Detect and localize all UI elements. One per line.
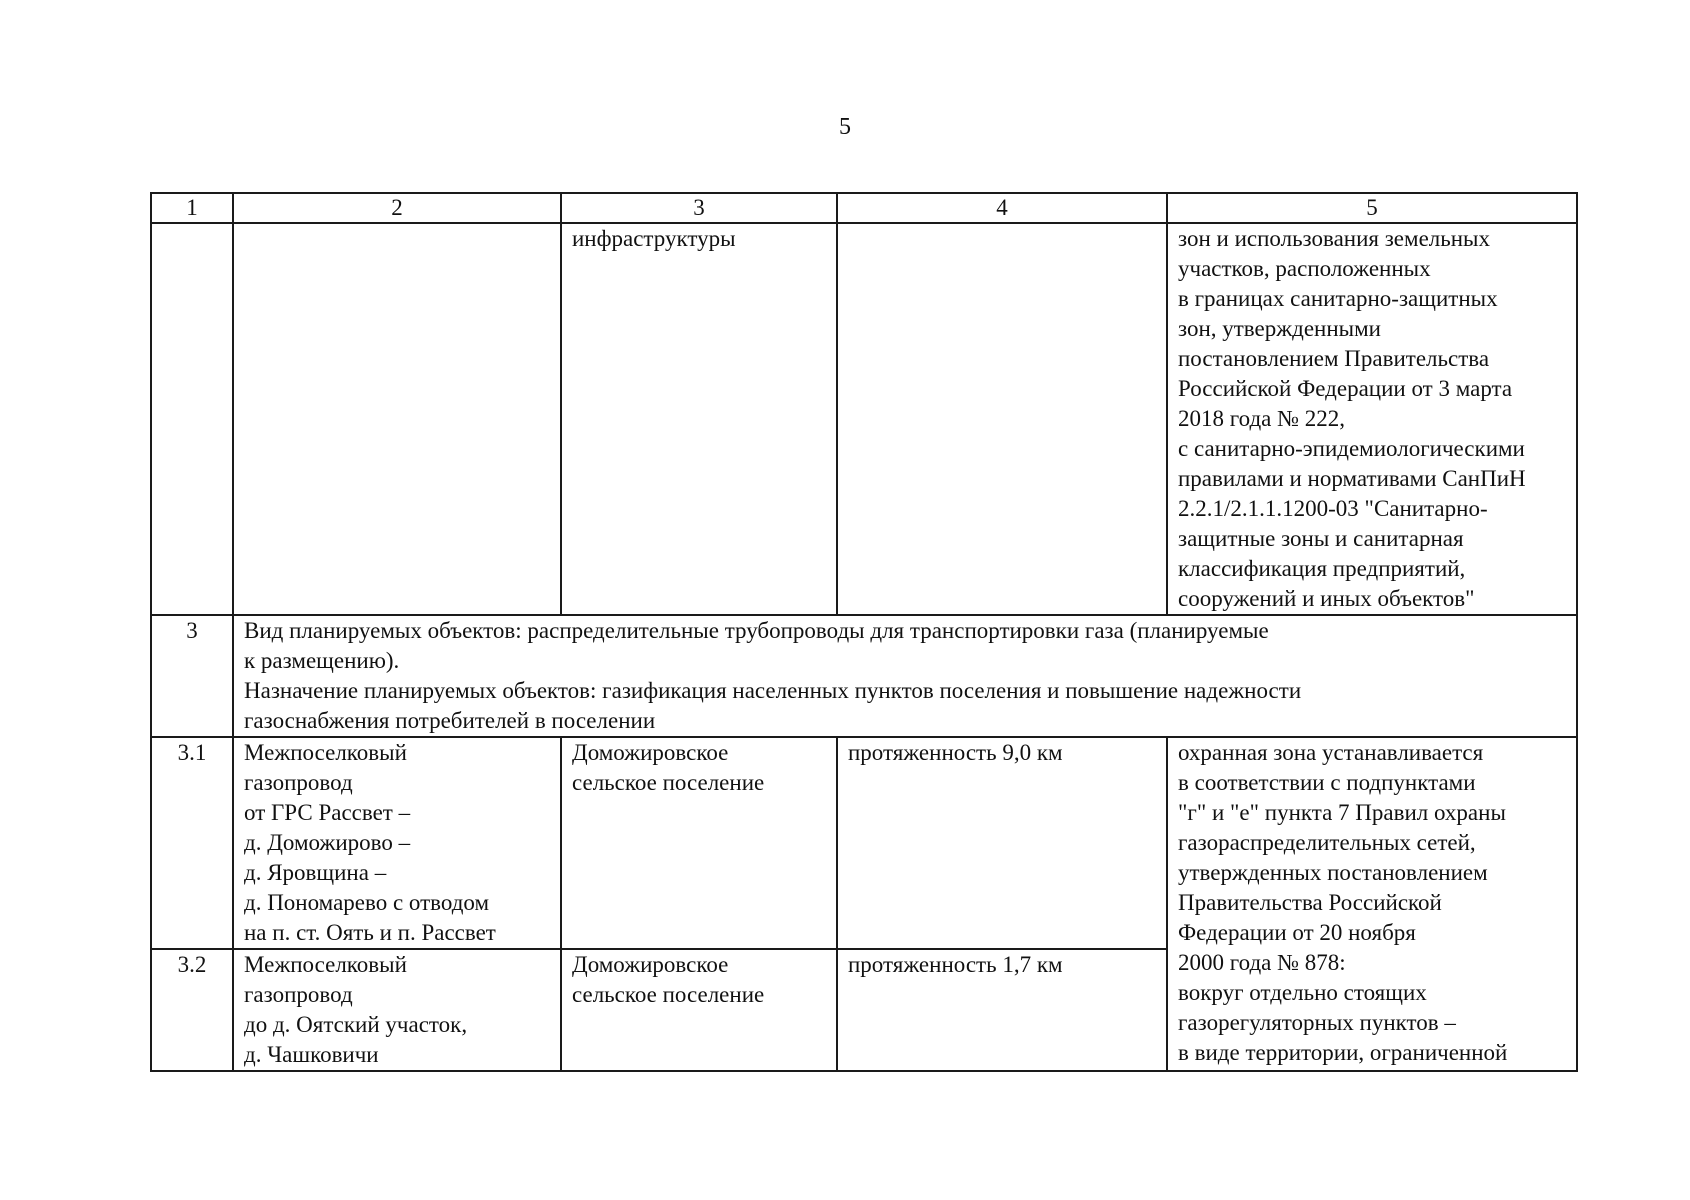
cell-line: защитные зоны и санитарная [1178, 526, 1464, 551]
zone-description-cell [1167, 737, 1577, 1071]
column-header-1: 1 [151, 193, 233, 223]
cell-line: газопровод [244, 982, 353, 1007]
column-header-3: 3 [561, 193, 837, 223]
cell-line: на п. ст. Оять и п. Рассвет [244, 920, 496, 945]
page-number: 5 [839, 114, 851, 140]
cell-line: газоснабжения потребителей в поселении [244, 708, 656, 733]
cell-line: от ГРС Рассвет – [244, 800, 411, 825]
cell-line: "г" и "е" пункта 7 Правил охраны [1178, 800, 1506, 825]
cell-line: постановлением Правительства [1178, 346, 1490, 371]
cell-line: сельское поселение [572, 982, 765, 1007]
characteristics-cell [837, 737, 1167, 949]
location-cell [561, 737, 837, 949]
location-cell [561, 223, 837, 615]
cell-line: протяженность 1,7 км [848, 952, 1063, 977]
cell-line: классификация предприятий, [1178, 556, 1466, 581]
cell-line: 2000 года № 878: [1178, 950, 1346, 975]
cell-line: Доможировское [572, 952, 729, 977]
cell-line: в соответствии с подпунктами [1178, 770, 1476, 795]
section-description-cell [233, 615, 1577, 737]
row-number: 3.1 [151, 737, 233, 949]
column-header-2: 2 [233, 193, 561, 223]
cell-line: д. Яровщина – [244, 860, 387, 885]
cell-line: д. Доможирово – [244, 830, 411, 855]
characteristics-cell [837, 223, 1167, 615]
cell-line: сельское поселение [572, 770, 765, 795]
cell-line: Российской Федерации от 3 марта [1178, 376, 1513, 401]
table-row-3-1 [151, 737, 1577, 949]
cell-line: 2.2.1/2.1.1.1200-03 "Санитарно- [1178, 496, 1488, 521]
cell-line: д. Пономарево с отводом [244, 890, 490, 915]
cell-line: в виде территории, ограниченной [1178, 1040, 1508, 1065]
cell-line: сооружений и иных объектов" [1178, 586, 1475, 611]
column-header-5: 5 [1167, 193, 1577, 223]
cell-line: Федерации от 20 ноября [1178, 920, 1416, 945]
cell-line: 2018 года № 222, [1178, 406, 1346, 431]
cell-line: газорегуляторных пунктов – [1178, 1010, 1456, 1035]
table-row-section-3 [151, 615, 1577, 737]
row-number: 3 [151, 615, 233, 737]
table-row-continuation [151, 223, 1577, 615]
cell-line: газопровод [244, 770, 353, 795]
row-number [151, 223, 233, 615]
row-number: 3.2 [151, 949, 233, 1071]
object-name-cell [233, 949, 561, 1071]
cell-line: участков, расположенных [1178, 256, 1431, 281]
cell-line: Вид планируемых объектов: распределительные трубопроводы для транспортировки газа (планируемые [244, 618, 1269, 643]
cell-line: д. Чашковичи [244, 1042, 379, 1067]
cell-line: Межпоселковый [244, 952, 407, 977]
cell-line: Правительства Российской [1178, 890, 1442, 915]
table-header-row [151, 193, 1577, 223]
cell-line: зон и использования земельных [1178, 226, 1491, 251]
object-name-cell [233, 737, 561, 949]
cell-line: охранная зона устанавливается [1178, 740, 1484, 765]
column-header-4: 4 [837, 193, 1167, 223]
cell-line: утвержденных постановлением [1178, 860, 1488, 885]
planned-objects-table [150, 192, 1578, 1072]
cell-line: вокруг отдельно стоящих [1178, 980, 1427, 1005]
zone-description-cell [1167, 223, 1577, 615]
cell-line: правилами и нормативами СанПиН [1178, 466, 1526, 491]
cell-line: протяженность 9,0 км [848, 740, 1063, 765]
cell-line: в границах санитарно-защитных [1178, 286, 1498, 311]
cell-line: зон, утвержденными [1178, 316, 1381, 341]
cell-line: Межпоселковый [244, 740, 407, 765]
cell-line: до д. Оятский участок, [244, 1012, 468, 1037]
object-name-cell [233, 223, 561, 615]
characteristics-cell [837, 949, 1167, 1071]
cell-line: Назначение планируемых объектов: газификация населенных пунктов поселения и повышение надежности [244, 678, 1302, 703]
cell-line: с санитарно-эпидемиологическими [1178, 436, 1525, 461]
cell-line: к размещению). [244, 648, 400, 673]
cell-line: газораспределительных сетей, [1178, 830, 1476, 855]
cell-line: Доможировское [572, 740, 729, 765]
cell-line: инфраструктуры [572, 226, 736, 251]
location-cell [561, 949, 837, 1071]
